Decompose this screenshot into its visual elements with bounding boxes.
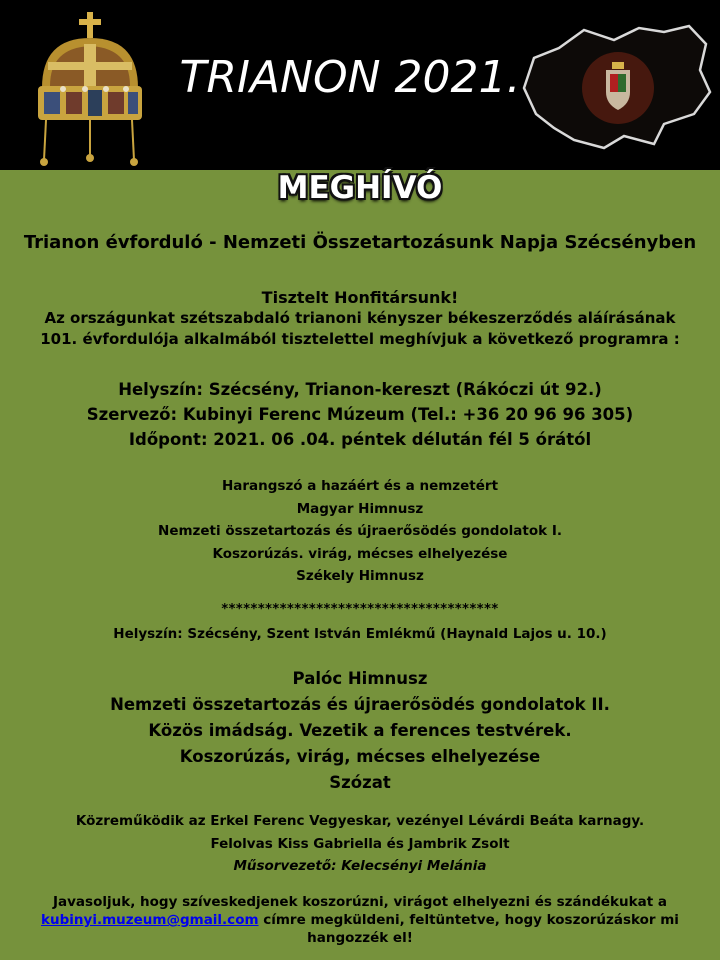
credit-line: Felolvas Kiss Gabriella és Jambrik Zsolt [210, 835, 510, 852]
program-item: Nemzeti összetartozás és újraerősödés gondolatok II. [110, 695, 610, 714]
closing-line-1: Javasoljuk, hogy szíveskedjenek koszorúzni, virágot elhelyezni és szándékukat a [53, 894, 667, 910]
closing-note [0, 893, 720, 947]
program-item: Koszorúzás, virág, mécses elhelyezése [179, 747, 541, 766]
greeting: Tisztelt Honfitársunk! [261, 288, 459, 307]
detail-organizer: Szervező: Kubinyi Ferenc Múzeum (Tel.: +36 20 96 96 305) [86, 405, 634, 424]
program-list-2 [0, 666, 720, 796]
credit-line: Közreműködik az Erkel Ferenc Vegyeskar, vezényel Lévárdi Beáta karnagy. [75, 813, 645, 829]
subtitle [0, 232, 720, 253]
second-location [0, 626, 720, 642]
program-item: Harangszó a hazáért és a nemzetért [221, 478, 499, 494]
header-banner [0, 0, 720, 170]
program-item: Székely Himnusz [296, 568, 424, 584]
closing-line-2-text: címre megküldeni, feltüntetve, hogy koszorúzáskor mi [258, 912, 679, 928]
invitation-heading: MEGHÍVÓ [277, 170, 443, 206]
subtitle-text: Trianon évforduló - Nemzeti Összetartozásunk Napja Szécsényben [23, 232, 697, 253]
program-item: Palóc Himnusz [292, 669, 428, 688]
greater-hungary-map-icon [514, 18, 714, 158]
credit-line: Műsorvezető: Kelecsényi Melánia [233, 858, 487, 874]
closing-line-2 [0, 911, 720, 929]
event-details [0, 377, 720, 452]
closing-line-3: hangozzék el! [307, 930, 413, 946]
program-item: Szózat [329, 773, 391, 792]
page-title: TRIANON 2021. [179, 52, 521, 103]
location-2: Helyszín: Szécsény, Szent István Emlékmű (Haynald Lajos u. 10.) [113, 626, 607, 642]
program-item: Koszorúzás. virág, mécses elhelyezése [212, 545, 508, 562]
intro-line: Az országunkat szétszabdaló trianoni kényszer békeszerződés aláírásának [44, 309, 676, 327]
holy-crown-icon [28, 10, 153, 168]
separator: ************************************** [221, 602, 499, 617]
detail-time: Időpont: 2021. 06 .04. péntek délután fél 5 órától [128, 430, 592, 449]
intro-block [0, 287, 720, 350]
program-item: Közös imádság. Vezetik a ferences testvérek. [148, 721, 572, 740]
detail-location: Helyszín: Szécsény, Trianon-kereszt (Rákóczi út 92.) [118, 380, 602, 399]
program-item: Magyar Himnusz [296, 500, 424, 517]
program-list-1 [0, 475, 720, 588]
separator-block [0, 602, 720, 617]
credits [0, 810, 720, 878]
program-item: Nemzeti összetartozás és újraerősödés gondolatok I. [158, 523, 562, 539]
email-link[interactable]: kubinyi.muzeum@gmail.com [41, 912, 259, 928]
intro-line: 101. évfordulója alkalmából tisztelettel meghívjuk a következő programra : [40, 330, 680, 348]
